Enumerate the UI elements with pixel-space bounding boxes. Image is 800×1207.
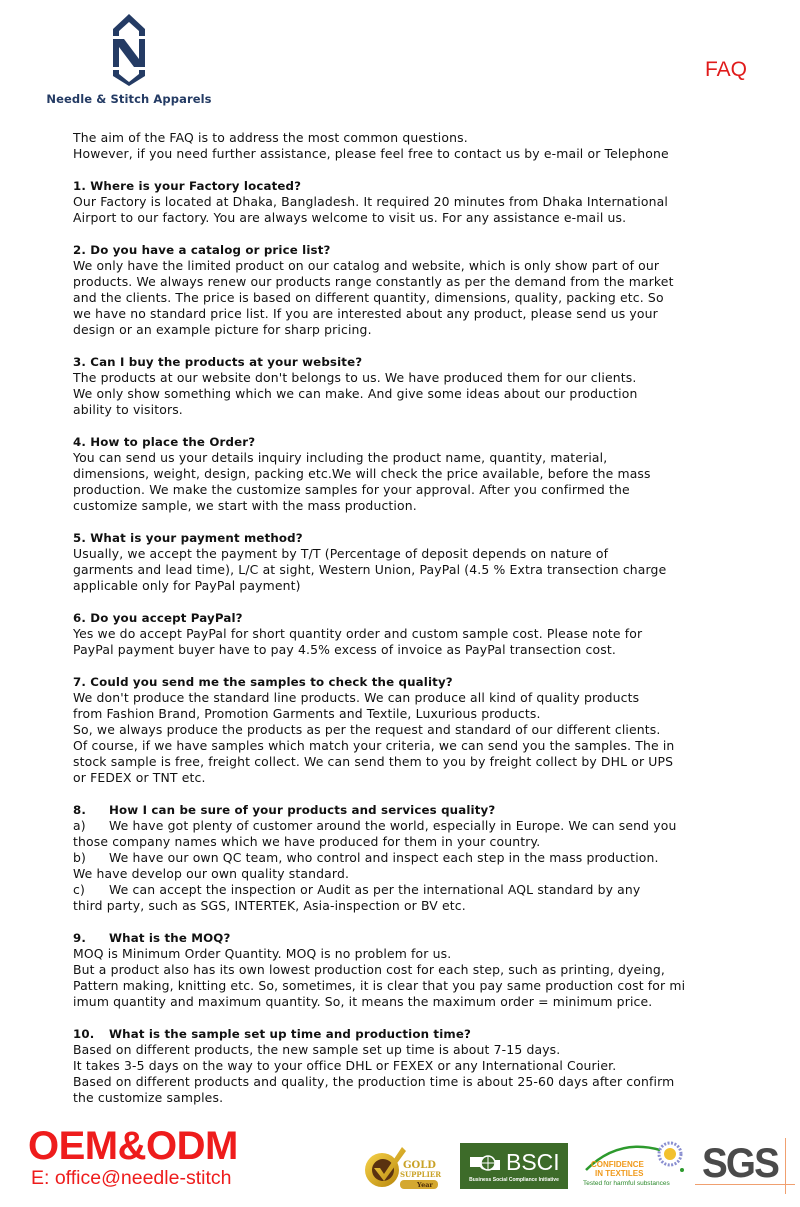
oem-odm-headline: OEM&ODM [28, 1124, 238, 1168]
answer-line: Usually, we accept the payment by T/T (Percentage of deposit depends on nature of [73, 546, 609, 561]
faq-answer [73, 626, 773, 658]
intro-text [73, 130, 773, 162]
answer-line: from Fashion Brand, Promotion Garments and Textile, Luxurious products. [73, 706, 541, 721]
faq-item-7 [73, 674, 773, 786]
answer-line: MOQ is Minimum Order Quantity. MOQ is no problem for us. [73, 946, 452, 961]
question-number: 8. [73, 803, 86, 817]
answer-line: The products at our website don't belongs to us. We have produced them for our clients. [73, 370, 637, 385]
question-number: 6. [73, 611, 86, 625]
faq-content [73, 130, 773, 1122]
answer-line [73, 882, 773, 898]
bsci-title: BSCI [506, 1149, 560, 1175]
question-number: 7. [73, 675, 86, 689]
faq-answer [73, 450, 773, 514]
answer-line: You can send us your details inquiry including the product name, quantity, material, [73, 450, 608, 465]
gold-text: GOLD [403, 1160, 436, 1171]
faq-question [73, 354, 773, 370]
answer-line: garments and lead time), L/C at sight, Western Union, PayPal (4.5 % Extra transection charge [73, 562, 667, 577]
faq-answer [73, 546, 773, 594]
answer-line: We have develop our own quality standard. [73, 866, 350, 881]
answer-line: Of course, if we have samples which match your criteria, we can send you the samples. The in [73, 738, 675, 753]
answer-line: Our Factory is located at Dhaka, Bangladesh. It required 20 minutes from Dhaka International [73, 194, 668, 209]
faq-item-6 [73, 610, 773, 658]
gold-supplier-badge [362, 1141, 452, 1191]
faq-item-3 [73, 354, 773, 418]
answer-line [73, 850, 773, 866]
answer-line: and the clients. The price is based on different quantity, dimensions, quality, packing etc. So [73, 290, 664, 305]
supplier-text: SUPPLIER [400, 1170, 442, 1179]
question-text: Do you accept PayPal? [90, 611, 243, 625]
question-text: Where is your Factory located? [90, 179, 302, 193]
faq-answer [73, 818, 773, 914]
question-text: How I can be sure of your products and services quality? [109, 803, 496, 817]
bsci-subtitle: Business Social Compliance Initiative [469, 1177, 559, 1183]
answer-text: We have our own QC team, who control and inspect each step in the mass production. [109, 850, 659, 865]
answer-line: imum quantity and maximum quantity. So, it means the maximum order = minimum price. [73, 994, 653, 1009]
sgs-badge [695, 1136, 800, 1196]
oeko-line-2: IN TEXTILES [595, 1169, 644, 1178]
answer-line: third party, such as SGS, INTERTEK, Asia-inspection or BV etc. [73, 898, 466, 913]
page-title: FAQ [705, 58, 748, 81]
answer-line: dimensions, weight, design, packing etc.We will check the price available, before the mass [73, 466, 651, 481]
question-text: Can I buy the products at your website? [90, 355, 363, 369]
question-number: 4. [73, 435, 86, 449]
sgs-vertical-line [785, 1138, 786, 1194]
answer-line: or FEDEX or TNT etc. [73, 770, 206, 785]
question-number: 10. [73, 1027, 95, 1041]
faq-answer [73, 370, 773, 418]
gold-supplier-check-icon [362, 1141, 452, 1191]
year-text: Year [417, 1181, 433, 1189]
faq-answer [73, 194, 773, 226]
intro-line: However, if you need further assistance, please feel free to contact us by e-mail or Telephone [73, 146, 669, 161]
faq-item-10 [73, 1026, 773, 1106]
answer-line: design or an example picture for sharp pricing. [73, 322, 372, 337]
faq-question [73, 178, 773, 194]
question-number: 1. [73, 179, 86, 193]
answer-line: applicable only for PayPal payment) [73, 578, 301, 593]
sgs-title: SGS [702, 1139, 779, 1186]
question-text: What is your payment method? [90, 531, 303, 545]
answer-line: Yes we do accept PayPal for short quantity order and custom sample cost. Please note for [73, 626, 643, 641]
question-number: 5. [73, 531, 86, 545]
answer-line: Based on different products and quality, the production time is about 25-60 days after confirm [73, 1074, 675, 1089]
question-text: What is the sample set up time and production time? [109, 1027, 471, 1041]
faq-item-9 [73, 930, 773, 1010]
bsci-hand-globe-icon [468, 1151, 504, 1173]
faq-question [73, 930, 773, 946]
question-number: 3. [73, 355, 86, 369]
faq-question [73, 530, 773, 546]
answer-line: we have no standard price list. If you are interested about any product, please send us your [73, 306, 658, 321]
faq-question [73, 674, 773, 690]
intro-line: The aim of the FAQ is to address the most common questions. [73, 130, 468, 145]
oeko-line-3: Tested for harmful substances [583, 1180, 670, 1187]
faq-question [73, 242, 773, 258]
answer-line: PayPal payment buyer have to pay 4.5% excess of invoice as PayPal transection cost. [73, 642, 616, 657]
brand-logo [44, 14, 214, 109]
faq-answer [73, 690, 773, 786]
answer-line: customize sample, we start with the mass production. [73, 498, 417, 513]
question-text: Could you send me the samples to check the quality? [90, 675, 453, 689]
faq-item-1 [73, 178, 773, 226]
answer-text: We have got plenty of customer around the world, especially in Europe. We can send you [109, 818, 677, 833]
question-text: How to place the Order? [90, 435, 256, 449]
answer-line: It takes 3-5 days on the way to your office DHL or FEXEX or any International Courier. [73, 1058, 617, 1073]
faq-question [73, 434, 773, 450]
answer-line: We only show something which we can make. And give some ideas about our production [73, 386, 638, 401]
answer-line [73, 818, 773, 834]
answer-line: stock sample is free, freight collect. We can send them to you by freight collect by DHL or UPS [73, 754, 674, 769]
faq-answer [73, 258, 773, 338]
answer-line: those company names which we have produced for them in your country. [73, 834, 541, 849]
bsci-badge [460, 1143, 568, 1189]
question-number: 2. [73, 243, 86, 257]
list-marker: c) [73, 882, 85, 897]
faq-item-8 [73, 802, 773, 914]
answer-line: So, we always produce the products as per the request and standard of our different clients. [73, 722, 661, 737]
list-marker: a) [73, 818, 86, 833]
faq-question [73, 802, 773, 818]
oeko-line-1: CONFIDENCE [591, 1160, 644, 1169]
answer-line: We only have the limited product on our catalog and website, which is only show part of our [73, 258, 660, 273]
faq-item-2 [73, 242, 773, 338]
contact-email: E: office@needle-stitch [31, 1167, 232, 1189]
answer-line: Airport to our factory. You are always welcome to visit us. For any assistance e-mail us. [73, 210, 627, 225]
answer-line: the customize samples. [73, 1090, 224, 1105]
needle-stitch-logo-icon [112, 14, 146, 86]
question-text: What is the MOQ? [109, 931, 231, 945]
question-number: 9. [73, 931, 86, 945]
faq-item-5 [73, 530, 773, 594]
answer-text: We can accept the inspection or Audit as per the international AQL standard by any [109, 882, 641, 897]
answer-line: production. We make the customize samples for your approval. After you confirmed the [73, 482, 630, 497]
faq-item-4 [73, 434, 773, 514]
answer-line: Pattern making, knitting etc. So, sometimes, it is clear that you pay same production cost for mi [73, 978, 686, 993]
oeko-tex-badge [578, 1140, 688, 1192]
faq-question [73, 1026, 773, 1042]
answer-line: Based on different products, the new sample set up time is about 7-15 days. [73, 1042, 561, 1057]
faq-answer [73, 1042, 773, 1106]
list-marker: b) [73, 850, 86, 865]
answer-line: products. We always renew our products range constantly as per the demand from the market [73, 274, 674, 289]
faq-question [73, 610, 773, 626]
brand-name: Needle & Stitch Apparels [46, 92, 212, 106]
answer-line: ability to visitors. [73, 402, 183, 417]
answer-line: But a product also has its own lowest production cost for each step, such as printing, dyeing, [73, 962, 666, 977]
answer-line: We don't produce the standard line products. We can produce all kind of quality products [73, 690, 640, 705]
question-text: Do you have a catalog or price list? [90, 243, 331, 257]
faq-answer [73, 946, 773, 1010]
